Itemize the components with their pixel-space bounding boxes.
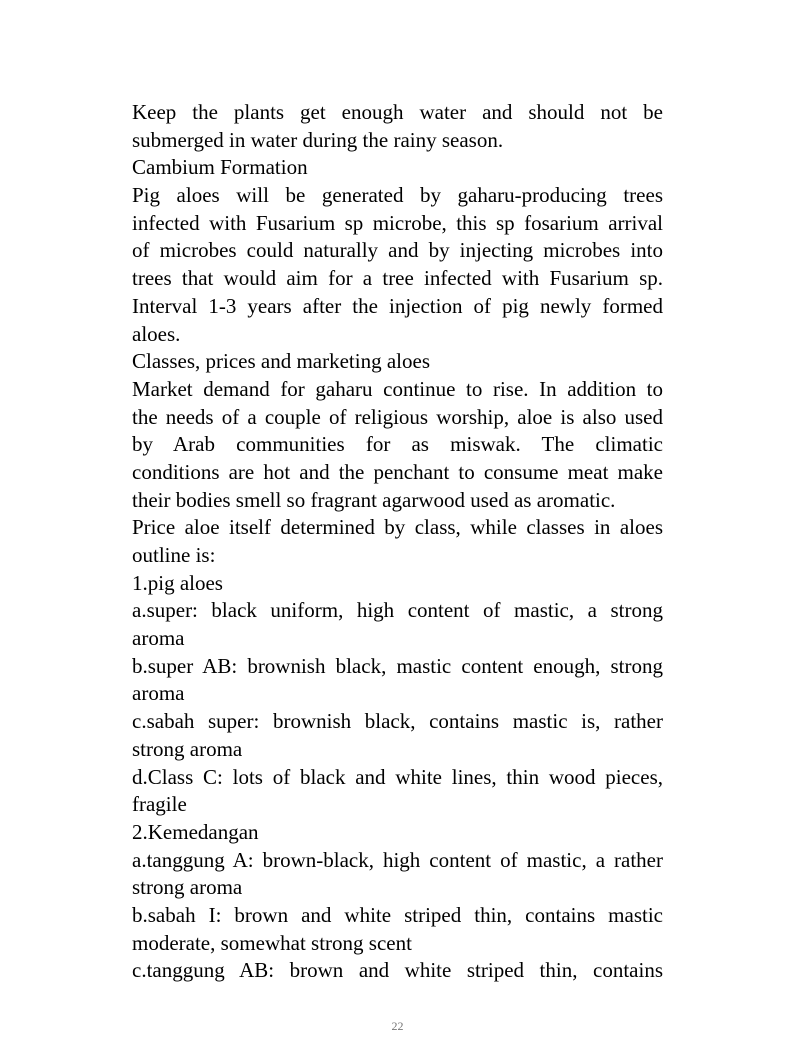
text-line: c.sabah super: brownish black, contains mastic is, rather (132, 709, 663, 734)
text-line: b.sabah I: brown and white striped thin, contains mastic (132, 902, 663, 927)
text-line: 2.Kemedangan (132, 819, 259, 844)
text-line: Price aloe itself determined by class, while classes in aloes (132, 515, 663, 540)
document-body (132, 99, 663, 985)
text-line: their bodies smell so fragrant agarwood used as aromatic. (132, 487, 616, 512)
text-line: strong aroma (132, 736, 243, 761)
text-line: the needs of a couple of religious worship, aloe is also used (132, 404, 663, 429)
text-line: Keep the plants get enough water and should not be (132, 100, 663, 124)
text-line: b.super AB: brownish black, mastic content enough, strong (132, 653, 663, 678)
text-line: Market demand for gaharu continue to rise. In addition to (132, 376, 663, 401)
text-line: fragile (132, 792, 187, 817)
text-line: infected with Fusarium sp microbe, this sp fosarium arrival (132, 210, 663, 235)
text-line: Classes, prices and marketing aloes (132, 349, 430, 374)
text-line: aroma (132, 626, 185, 651)
text-line: Pig aloes will be generated by gaharu-producing trees (132, 183, 663, 208)
text-line: Cambium Formation (132, 155, 308, 180)
text-line: of microbes could naturally and by injecting microbes into (132, 238, 663, 263)
text-line: trees that would aim for a tree infected with Fusarium sp. (132, 266, 663, 291)
text-line: 1.pig aloes (132, 570, 223, 595)
text-line: by Arab communities for as miswak. The climatic (132, 432, 663, 457)
text-line: aloes. (132, 321, 181, 346)
text-line: Interval 1-3 years after the injection of pig newly formed (132, 293, 663, 318)
text-line: submerged in water during the rainy season. (132, 127, 504, 152)
text-line: outline is: (132, 543, 216, 567)
text-line: moderate, somewhat strong scent (132, 930, 412, 955)
text-line: d.Class C: lots of black and white lines, thin wood pieces, (132, 764, 663, 789)
text-line: a.tanggung A: brown-black, high content of mastic, a rather (132, 847, 663, 872)
text-line: aroma (132, 681, 185, 706)
page-number: 22 (391, 1019, 404, 1033)
text-line: strong aroma (132, 875, 243, 900)
text-line: c.tanggung AB: brown and white striped thin, contains (132, 958, 663, 983)
text-line: a.super: black uniform, high content of mastic, a strong (132, 598, 663, 623)
text-line: conditions are hot and the penchant to consume meat make (132, 459, 663, 484)
